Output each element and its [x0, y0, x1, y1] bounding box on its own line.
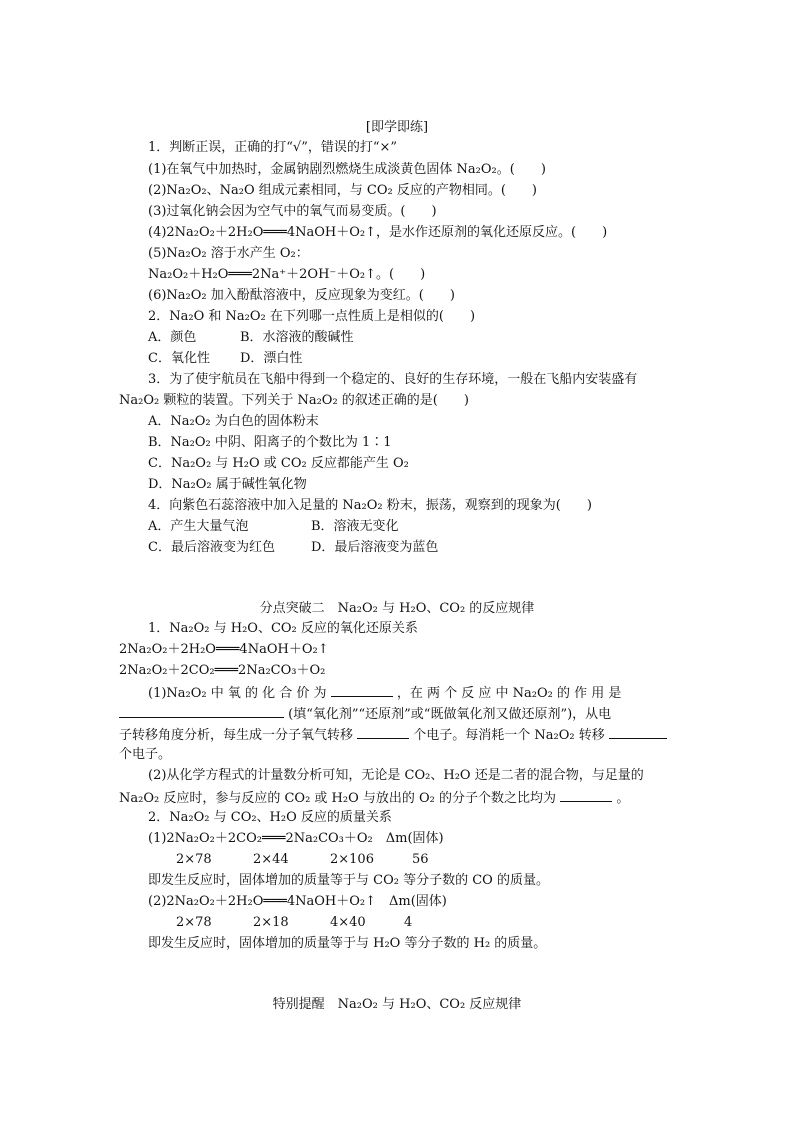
- q3-option-c: C．Na₂O₂ 与 H₂O 或 CO₂ 反应都能产生 O₂: [148, 456, 409, 471]
- blank-electrons-per-na2o2[interactable]: [609, 724, 667, 739]
- equation-water: 2Na₂O₂＋2H₂O═══4NaOH＋O₂↑: [119, 642, 329, 657]
- section2-point2-title: 2．Na₂O₂ 与 CO₂、H₂O 反应的质量关系: [148, 810, 392, 825]
- special-tip-heading: 特别提醒 Na₂O₂ 与 H₂O、CO₂ 反应规律: [272, 997, 522, 1012]
- blank-role[interactable]: [119, 703, 284, 718]
- q1-text-line2: (填“氧化剂”“还原剂”或“既做氧化剂又做还原剂”)，从电: [288, 707, 612, 722]
- q1-item-5: (5)Na₂O₂ 溶于水产生 O₂：: [148, 246, 309, 261]
- practice-title: [即学即练]: [365, 120, 429, 135]
- mass-relation-1-values: [176, 850, 476, 869]
- q2-text-line2a: Na₂O₂ 反应时，参与反应的 CO₂ 或 H₂O 与放出的 O₂ 的分子个数之比均为: [119, 791, 557, 806]
- q1-text-line3a: 子转移角度分析，每生成一分子氧气转移: [119, 728, 354, 743]
- q4-option-c: C．最后溶液变为红色: [148, 540, 275, 555]
- mass1-value-na2co3: 2×106: [330, 852, 374, 867]
- q3-option-a: A．Na₂O₂ 为白色的固体粉末: [148, 414, 319, 429]
- q3-stem-line2: Na₂O₂ 颗粒的装置。下列关于 Na₂O₂ 的叙述正确的是( ): [119, 393, 469, 408]
- q3-option-d: D．Na₂O₂ 属于碱性氧化物: [148, 477, 307, 492]
- equation-co2: 2Na₂O₂＋2CO₂═══2Na₂CO₃＋O₂: [119, 663, 326, 678]
- q2-stem: 2．Na₂O 和 Na₂O₂ 在下列哪一点性质上是相似的( ): [148, 309, 476, 324]
- q1-stem: 1．判断正误，正确的打“√”，错误的打“×”: [148, 140, 398, 155]
- mass1-value-delta: 56: [412, 852, 429, 867]
- mass1-value-co2: 2×44: [253, 852, 289, 867]
- q2-option-a: A．颜色: [148, 330, 197, 345]
- q1-item-4: (4)2Na₂O₂＋2H₂O═══4NaOH＋O₂↑，是水作还原剂的氧化还原反应。( ): [148, 225, 608, 240]
- q2-option-b: B．水溶液的酸碱性: [240, 330, 354, 345]
- q3-option-b: B．Na₂O₂ 中阴、阳离子的个数比为 1∶1: [148, 435, 392, 450]
- section2-heading: 分点突破二 Na₂O₂ 与 H₂O、CO₂ 的反应规律: [259, 601, 535, 616]
- q4-stem: 4．向紫色石蕊溶液中加入足量的 Na₂O₂ 粉末，振荡，观察到的现象为( ): [148, 498, 592, 513]
- q2-text-line2b: 。: [616, 791, 630, 806]
- fill-question-2-line1: (2)从化学方程式的计量数分析可知，无论是 CO₂、H₂O 还是二者的混合物，与足量的: [148, 768, 644, 783]
- mass-relation-2-note: 即发生反应时，固体增加的质量等于与 H₂O 等分子数的 H₂ 的质量。: [148, 936, 547, 951]
- q1-item-1: (1)在氧气中加热时，金属钠剧烈燃烧生成淡黄色固体 Na₂O₂。( ): [148, 162, 546, 177]
- mass-relation-2-values: [176, 913, 476, 932]
- q1-item-2: (2)Na₂O₂、Na₂O 组成元素相同，与 CO₂ 反应的产物相同。( ): [148, 183, 537, 198]
- mass-relation-2-equation: (2)2Na₂O₂＋2H₂O═══4NaOH＋O₂↑ Δm(固体): [148, 894, 447, 909]
- q4-option-a: A．产生大量气泡: [148, 519, 249, 534]
- q1-item-3: (3)过氧化钠会因为空气中的氧气而易变质。( ): [148, 204, 437, 219]
- mass2-value-h2o: 2×18: [253, 915, 289, 930]
- section2-point1-title: 1．Na₂O₂ 与 H₂O、CO₂ 反应的氧化还原关系: [148, 621, 418, 636]
- q1-text-part-b: ，在 两 个 反 应 中 Na₂O₂ 的 作 用 是: [396, 686, 622, 701]
- fill-question-1-line3: [119, 724, 667, 745]
- blank-valence[interactable]: [331, 682, 393, 697]
- mass2-value-na2o2: 2×78: [176, 915, 212, 930]
- mass2-value-delta: 4: [404, 915, 413, 930]
- blank-ratio[interactable]: [560, 787, 612, 802]
- fill-question-2-line2: [119, 787, 629, 808]
- q1-item-5-equation: Na₂O₂＋H₂O═══2Na⁺＋2OH⁻＋O₂↑。( ): [148, 267, 426, 282]
- fill-question-1-line2: [119, 703, 611, 724]
- q4-option-b: B．溶液无变化: [311, 519, 399, 534]
- q2-option-d: D．漂白性: [240, 351, 303, 366]
- q1-text-line3b: 个电子。每消耗一个 Na₂O₂ 转移: [413, 728, 605, 743]
- q3-stem-line1: 3．为了使宇航员在飞船中得到一个稳定的、良好的生存环境，一般在飞船内安装盛有: [148, 372, 638, 387]
- q4-option-d: D．最后溶液变为蓝色: [311, 540, 439, 555]
- fill-question-1-line1: [148, 682, 621, 703]
- mass-relation-1-equation: (1)2Na₂O₂＋2CO₂═══2Na₂CO₃＋O₂ Δm(固体): [148, 831, 444, 846]
- q1-text-line4: 个电子。: [119, 747, 172, 762]
- q1-item-6: (6)Na₂O₂ 加入酚酞溶液中，反应现象为变红。( ): [148, 288, 455, 303]
- blank-electrons-per-o2[interactable]: [357, 724, 409, 739]
- mass2-value-naoh: 4×40: [330, 915, 366, 930]
- mass1-value-na2o2: 2×78: [176, 852, 212, 867]
- q1-text-part-a: (1)Na₂O₂ 中 氧 的 化 合 价 为: [148, 686, 327, 701]
- q2-option-c: C．氧化性: [148, 351, 210, 366]
- mass-relation-1-note: 即发生反应时，固体增加的质量等于与 CO₂ 等分子数的 CO 的质量。: [148, 873, 549, 888]
